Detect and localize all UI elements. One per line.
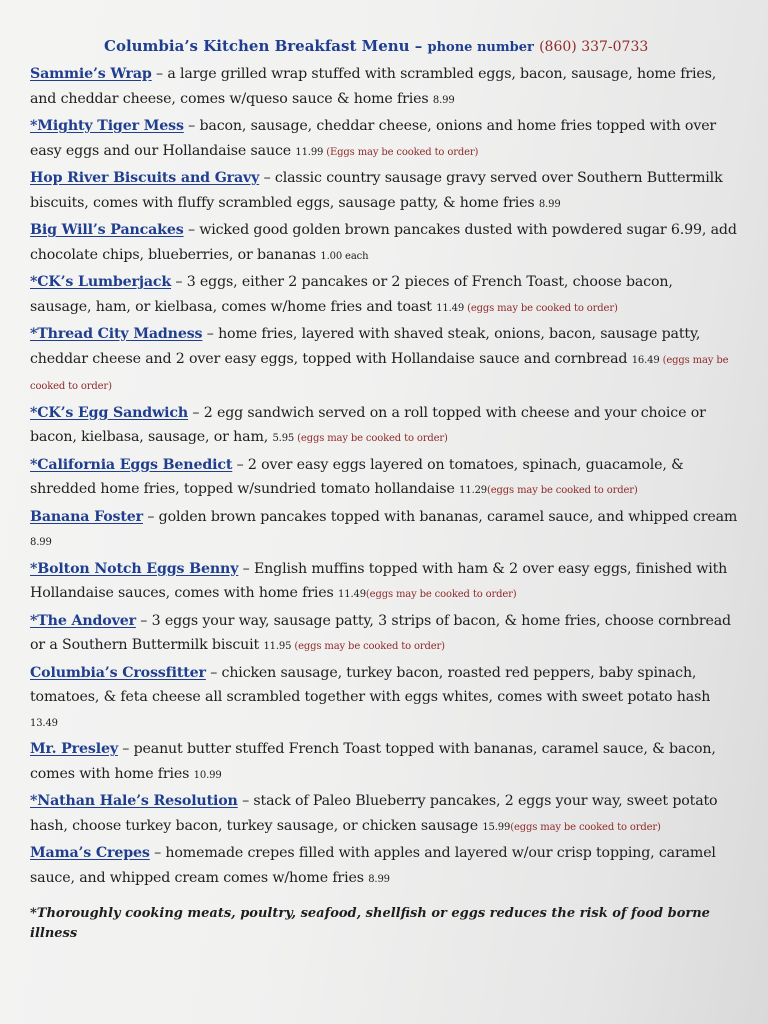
item-price: 5.95 bbox=[272, 433, 295, 444]
item-desc: – golden brown pancakes topped with bananas, caramel sauce, and whipped cream bbox=[143, 508, 738, 525]
item-note: (eggs may be cooked to order) bbox=[294, 433, 448, 444]
item-desc: – a large grilled wrap stuffed with scrambled eggs, bacon, sausage, home fries, and cheddar cheese, comes w/queso sauce & home fries bbox=[30, 66, 717, 107]
item-price: 11.99 bbox=[295, 146, 324, 158]
item-desc: – homemade crepes filled with apples and layered w/our crisp topping, caramel sauce, and whipped cream comes w/home fries bbox=[30, 845, 716, 886]
menu-item bbox=[30, 737, 738, 788]
menu-title: Columbia’s Kitchen Breakfast Menu – bbox=[104, 37, 423, 55]
food-safety-footnote: *Thoroughly cooking meats, poultry, seafood, shellfish or eggs reduces the risk of food borne illness bbox=[30, 906, 710, 941]
menu-item bbox=[30, 453, 738, 504]
item-price: 11.49 bbox=[436, 302, 465, 314]
menu-item bbox=[30, 505, 738, 556]
item-name: Sammie’s Wrap bbox=[30, 66, 152, 82]
item-desc: – classic country sausage gravy served over Southern Buttermilk biscuits, comes with fluffy scrambled eggs, sausage patty, & home fries bbox=[30, 170, 723, 211]
menu-item bbox=[30, 322, 738, 400]
phone-label: phone number bbox=[427, 40, 534, 55]
menu-item bbox=[30, 218, 738, 269]
item-name: *CK’s Egg Sandwich bbox=[30, 404, 189, 421]
item-name: Hop River Biscuits and Gravy bbox=[30, 170, 260, 186]
menu-items bbox=[30, 62, 738, 892]
item-price: 10.99 bbox=[193, 769, 222, 781]
item-note: (eggs may be cooked to order) bbox=[464, 302, 618, 314]
menu-item bbox=[30, 401, 738, 452]
item-desc: – stack of Paleo Blueberry pancakes, 2 eggs your way, sweet potato hash, choose turkey bacon, turkey sausage, or chicken sausage bbox=[30, 793, 718, 834]
item-note: (Eggs may be cooked to order) bbox=[323, 146, 479, 158]
item-desc: – home fries, layered with shaved steak, onions, bacon, sausage patty, cheddar cheese and 2 over easy eggs, topped with Hollandaise sauce and cornbread bbox=[30, 326, 701, 367]
item-price: 16.49 bbox=[631, 354, 660, 366]
menu-header bbox=[104, 36, 738, 58]
item-name: Mama’s Crepes bbox=[30, 845, 150, 861]
item-note: (eggs may be cooked to order) bbox=[487, 485, 638, 496]
item-name: *The Andover bbox=[30, 612, 136, 629]
item-price: 8.99 bbox=[368, 873, 390, 885]
phone-number: (860) 337-0733 bbox=[539, 39, 649, 55]
item-name: Banana Foster bbox=[30, 508, 143, 525]
item-price: 11.29 bbox=[459, 485, 488, 496]
item-name: *Bolton Notch Eggs Benny bbox=[30, 560, 239, 577]
item-name: *California Eggs Benedict bbox=[30, 456, 233, 473]
item-price: 11.49 bbox=[338, 589, 366, 600]
item-desc: – 2 egg sandwich served on a roll topped with cheese and your choice or bacon, kielbasa, sausage, or ham, bbox=[30, 404, 706, 445]
item-price: 8.99 bbox=[30, 537, 52, 548]
item-desc: – 3 eggs your way, sausage patty, 3 strips of bacon, & home fries, choose cornbread or a Southern Buttermilk biscuit bbox=[30, 612, 731, 653]
item-desc: – bacon, sausage, cheddar cheese, onions and home fries topped with over easy eggs and our Hollandaise sauce bbox=[30, 118, 717, 159]
item-price: 11.95 bbox=[263, 641, 292, 652]
menu-item bbox=[30, 270, 738, 321]
item-name: Big Will’s Pancakes bbox=[30, 222, 184, 238]
item-note: (eggs may be cooked to order) bbox=[510, 821, 661, 833]
item-desc: – 3 eggs, either 2 pancakes or 2 pieces of French Toast, choose bacon, sausage, ham, or kielbasa, comes w/home fries and toast bbox=[30, 274, 673, 315]
item-price: 8.99 bbox=[432, 94, 455, 106]
menu-item bbox=[30, 661, 738, 737]
menu-item bbox=[30, 114, 738, 165]
item-note: (eggs may be cooked to order) bbox=[291, 641, 445, 652]
item-price: 1.00 each bbox=[320, 250, 369, 262]
item-name: *Thread City Madness bbox=[30, 326, 203, 342]
item-name: Mr. Presley bbox=[30, 741, 118, 757]
item-desc: – 2 over easy eggs layered on tomatoes, spinach, guacamole, & shredded home fries, topped w/sundried tomato hollandaise bbox=[30, 456, 684, 497]
menu-item bbox=[30, 557, 738, 608]
menu-item bbox=[30, 166, 738, 217]
item-price: 13.49 bbox=[30, 717, 58, 729]
item-name: Columbia’s Crossfitter bbox=[30, 664, 206, 681]
item-name: *Nathan Hale’s Resolution bbox=[30, 793, 238, 809]
item-note: (eggs may be cooked to order) bbox=[30, 354, 729, 392]
item-desc: – chicken sausage, turkey bacon, roasted red peppers, baby spinach, tomatoes, & feta cheese all scrambled together with eggs whites, comes with sweet potato hash bbox=[30, 664, 711, 705]
item-desc: – peanut butter stuffed French Toast topped with bananas, caramel sauce, & bacon, comes with home fries bbox=[30, 741, 716, 782]
menu-item bbox=[30, 62, 738, 113]
menu-item bbox=[30, 841, 738, 892]
item-price: 15.99 bbox=[482, 821, 511, 833]
item-desc: – English muffins topped with ham & 2 over easy eggs, finished with Hollandaise sauces, comes with home fries bbox=[30, 560, 728, 601]
menu-item bbox=[30, 609, 738, 660]
item-name: *Mighty Tiger Mess bbox=[30, 118, 184, 134]
item-name: *CK’s Lumberjack bbox=[30, 274, 172, 290]
menu-item bbox=[30, 789, 738, 840]
item-note: (eggs may be cooked to order) bbox=[365, 589, 517, 600]
item-desc: – wicked good golden brown pancakes dusted with powdered sugar 6.99, add chocolate chips, blueberries, or bananas bbox=[30, 222, 737, 263]
item-price: 8.99 bbox=[538, 198, 561, 210]
